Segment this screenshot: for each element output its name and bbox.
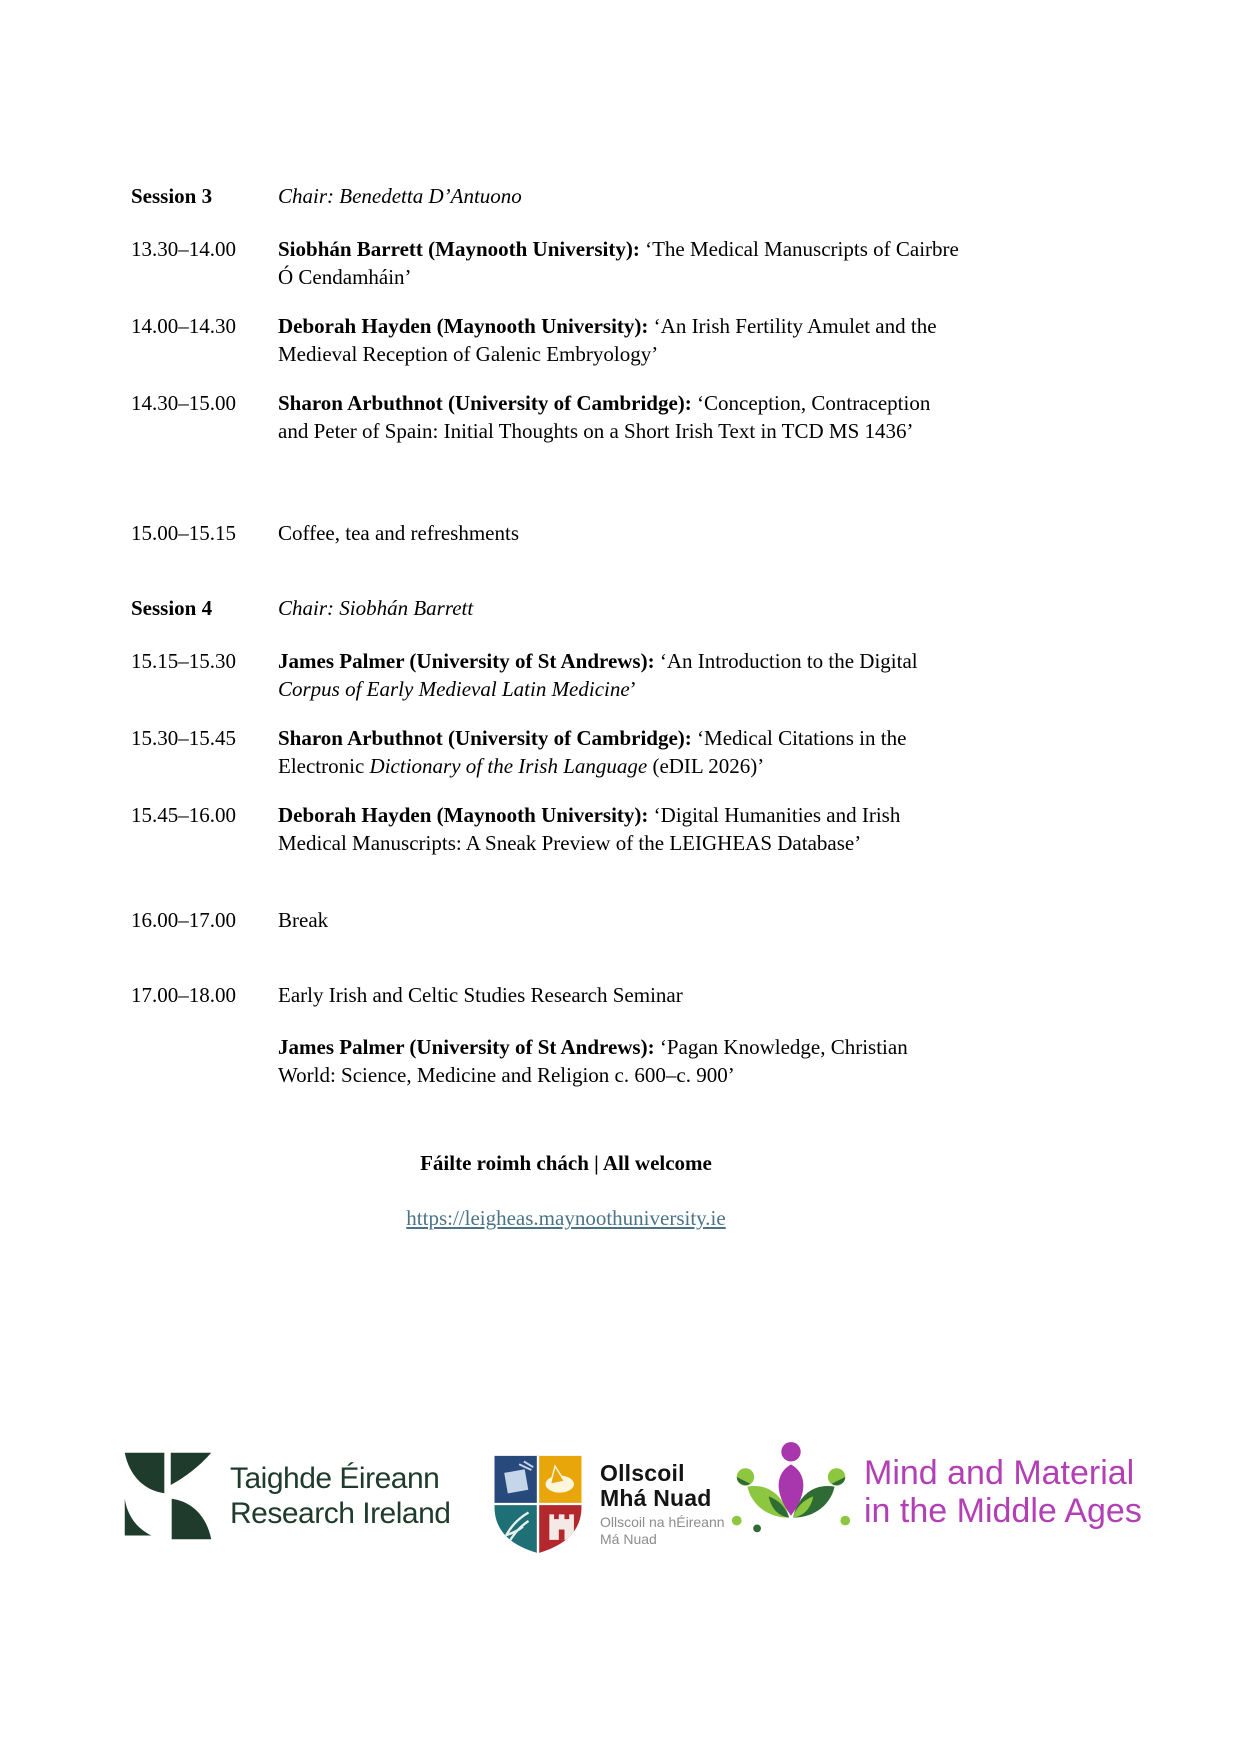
talk-entry <box>278 725 960 780</box>
session-3-label: Session 3 <box>131 184 213 208</box>
schedule-row-1700 <box>131 982 960 1010</box>
session-3-header <box>131 183 960 211</box>
break-entry <box>278 520 960 548</box>
speaker-name: Deborah Hayden (Maynooth University): <box>278 314 654 338</box>
website-link-container <box>131 1205 1001 1232</box>
website-link[interactable]: https://leigheas.maynoothuniversity.ie <box>406 1206 726 1230</box>
talk-title-end: ’ <box>629 676 637 701</box>
talk-entry <box>278 390 960 445</box>
maynooth-title-line1: Ollscoil <box>600 1459 685 1486</box>
maynooth-university-crest-icon <box>490 1452 586 1556</box>
mind-material-line1: Mind and Material <box>864 1453 1135 1492</box>
time-slot-empty <box>131 1034 278 1089</box>
time-slot: 17.00–18.00 <box>131 983 236 1007</box>
time-slot: 15.45–16.00 <box>131 803 236 827</box>
session-3-chair: Chair: Benedetta D’Antuono <box>278 184 522 208</box>
speaker-name: James Palmer (University of St Andrews): <box>278 649 660 673</box>
mind-material-line2: in the Middle Ages <box>864 1491 1142 1530</box>
break-label: Break <box>278 908 329 932</box>
mind-material-logo-icon <box>728 1438 854 1545</box>
break-label: Coffee, tea and refreshments <box>278 521 520 545</box>
schedule-row-1545 <box>131 802 960 857</box>
talk-title: ‘Digital Humanities and Irish Medical Manuscripts: A Sneak Preview of the LEIGHEAS Database’ <box>278 803 901 855</box>
talk-title-italic: Dictionary of the Irish Language <box>369 753 648 778</box>
talk-title: ‘Medical Citations in the Electronic <box>278 726 907 778</box>
research-ireland-logo <box>122 1450 450 1542</box>
time-slot: 13.30–14.00 <box>131 237 236 261</box>
schedule-row-1400 <box>131 313 960 368</box>
talk-title: ‘An Irish Fertility Amulet and the Medieval Reception of Galenic Embryology’ <box>278 314 937 366</box>
maynooth-sub-line2: Má Nuad <box>600 1530 657 1547</box>
mind-and-material-logo <box>728 1438 1142 1545</box>
schedule-row-1530 <box>131 725 960 780</box>
schedule-row-1515 <box>131 648 960 703</box>
talk-title: ‘The Medical Manuscripts of Cairbre Ó Cendamháin’ <box>278 237 959 289</box>
maynooth-sub-line1: Ollscoil na hÉireann <box>600 1513 725 1530</box>
speaker-name: Deborah Hayden (Maynooth University): <box>278 803 654 827</box>
talk-entry <box>278 648 960 703</box>
time-slot: 14.00–14.30 <box>131 314 236 338</box>
research-ireland-line2: Research Ireland <box>230 1497 451 1530</box>
schedule-row-1430 <box>131 390 960 445</box>
session-4-chair: Chair: Siobhán Barrett <box>278 596 474 620</box>
welcome-line: Fáilte roimh chách | All welcome <box>420 1151 712 1175</box>
research-ireland-line1: Taighde Éireann <box>230 1462 440 1495</box>
speaker-name: Siobhán Barrett (Maynooth University): <box>278 237 646 261</box>
speaker-name: Sharon Arbuthnot (University of Cambridge): <box>278 726 698 750</box>
session-4-header <box>131 595 960 623</box>
seminar-label: Early Irish and Celtic Studies Research Seminar <box>278 983 683 1007</box>
talk-title: ‘Pagan Knowledge, Christian World: Science, Medicine and Religion c. 600–c. 900’ <box>278 1035 908 1087</box>
schedule-row-1330 <box>131 236 960 291</box>
schedule-row-seminar-talk <box>131 1034 960 1089</box>
schedule-row-1600 <box>131 907 960 935</box>
time-slot: 16.00–17.00 <box>131 908 236 932</box>
talk-title: ‘Conception, Contraception and Peter of Spain: Initial Thoughts on a Short Irish Text in TCD MS 1436’ <box>278 391 931 443</box>
time-slot: 15.15–15.30 <box>131 649 236 673</box>
talk-entry <box>278 236 960 291</box>
research-ireland-logo-icon <box>122 1450 214 1542</box>
maynooth-university-logo <box>490 1452 725 1556</box>
maynooth-university-logo-text <box>600 1461 725 1548</box>
talk-entry <box>278 313 960 368</box>
maynooth-title-line2: Mhá Nuad <box>600 1484 712 1511</box>
talk-entry <box>278 1034 960 1089</box>
seminar-entry <box>278 982 960 1010</box>
speaker-name: James Palmer (University of St Andrews): <box>278 1035 660 1059</box>
schedule-row-1500 <box>131 520 960 548</box>
talk-title-end: (eDIL 2026)’ <box>647 753 765 778</box>
break-entry <box>278 907 960 935</box>
research-ireland-logo-text <box>230 1461 450 1531</box>
speaker-name: Sharon Arbuthnot (University of Cambridge): <box>278 391 698 415</box>
talk-title: ‘An Introduction to the Digital <box>659 649 918 673</box>
time-slot: 15.00–15.15 <box>131 521 236 545</box>
mind-material-logo-text <box>864 1454 1142 1530</box>
session-4-label: Session 4 <box>131 596 213 620</box>
time-slot: 15.30–15.45 <box>131 726 236 750</box>
time-slot: 14.30–15.00 <box>131 391 236 415</box>
talk-entry <box>278 802 960 857</box>
talk-title-italic: Corpus of Early Medieval Latin Medicine <box>278 676 630 701</box>
